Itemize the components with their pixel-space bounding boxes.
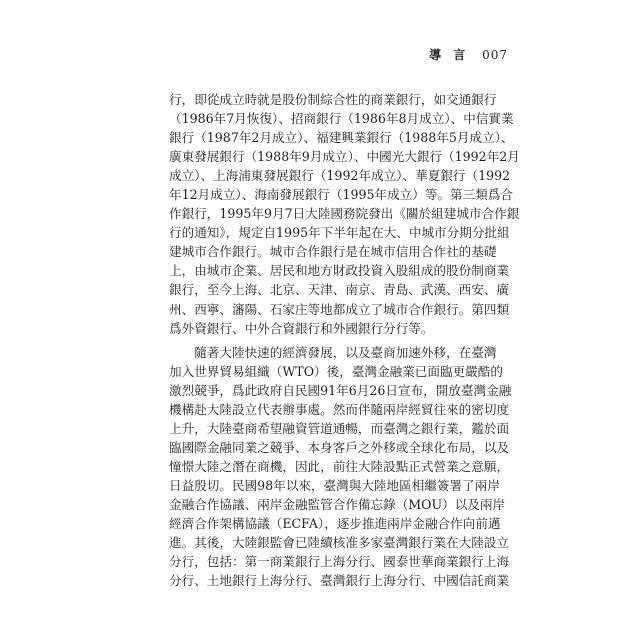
text-line: 上，由城市企業、居民和地方財政投資入股組成的股份制商業 (169, 263, 510, 279)
page-number: 007 (482, 48, 508, 62)
text-line: 經濟合作架構協議（ECFA），逐步推進兩岸金融合作向前邁 (169, 516, 501, 532)
body-text (169, 90, 520, 590)
paragraph-1 (169, 90, 520, 338)
text-line: 金融合作協議、兩岸金融監管合作備忘錄（MOU）以及兩岸 (169, 496, 506, 512)
text-line: 分行，包括：第一商業銀行上海分行、國泰世華商業銀行上海 (169, 554, 510, 570)
text-line: 銀行，至今上海、北京、天津、南京、青島、武漢、西安、廣 (169, 282, 510, 298)
text-line: 臨國際金融同業之競爭、本身客戶之外移或全球化布局，以及 (169, 439, 510, 455)
text-line: 上升，大陸臺商希望融資管道通暢，而臺灣之銀行業，鑑於面 (169, 420, 510, 436)
text-line: 進。其後，大陸銀監會已陸續核准多家臺灣銀行業在大陸設立 (169, 535, 510, 551)
text-line: 成立）、上海浦東發展銀行（1992年成立）、華夏銀行（1992 (169, 168, 511, 184)
text-line: 日益殷切。民國98年以來，臺灣與大陸地區相繼簽署了兩岸 (169, 477, 500, 493)
text-line: 機構赴大陸設立代表辦事處。然而伴隨兩岸經貿往來的密切度 (169, 401, 510, 417)
text-line: 作銀行，1995年9月7日大陸國務院發出《關於組建城市合作銀 (169, 206, 520, 222)
section-title: 導 言 (429, 48, 470, 62)
text-line: 憧憬大陸之潛在商機，因此，前往大陸設點正式營業之意願， (169, 458, 510, 474)
text-line: 加入世界貿易組織（WTO）後，臺灣金融業已面臨更嚴酷的 (169, 363, 503, 379)
text-line: 分行、土地銀行上海分行、臺灣銀行上海分行、中國信託商業 (169, 573, 510, 589)
text-line: 建城市合作銀行。城市合作銀行是在城市信用合作社的基礎 (169, 244, 497, 260)
paragraph-2 (169, 343, 512, 591)
text-line: 年12月成立）、海南發展銀行（1995年成立）等。第三類爲合 (169, 187, 514, 203)
running-header (429, 46, 508, 63)
text-line: （1986年7月恢復）、招商銀行（1986年8月成立）、中信實業 (169, 111, 514, 127)
text-line: 隨著大陸快速的經濟發展，以及臺商加速外移，在臺灣 (169, 344, 497, 360)
text-line: 州、西寧、瀋陽、石家庄等地都成立了城市合作銀行。第四類 (169, 301, 510, 317)
text-line: 激烈競爭，爲此政府自民國91年6月26日宣布，開放臺灣金融 (169, 382, 512, 398)
text-line: 爲外資銀行、中外合資銀行和外國銀行分行等。 (169, 320, 434, 336)
text-line: 行的通知》，規定自1995年下半年起在大、中城市分期分批組 (169, 225, 510, 241)
text-line: 銀行（1987年2月成立）、福建興業銀行（1988年5月成立）、 (169, 130, 514, 146)
text-line: 廣東發展銀行（1988年9月成立）、中國光大銀行（1992年2月 (169, 149, 520, 165)
text-line: 行，即從成立時就是股份制綜合性的商業銀行，如交通銀行 (169, 92, 497, 107)
